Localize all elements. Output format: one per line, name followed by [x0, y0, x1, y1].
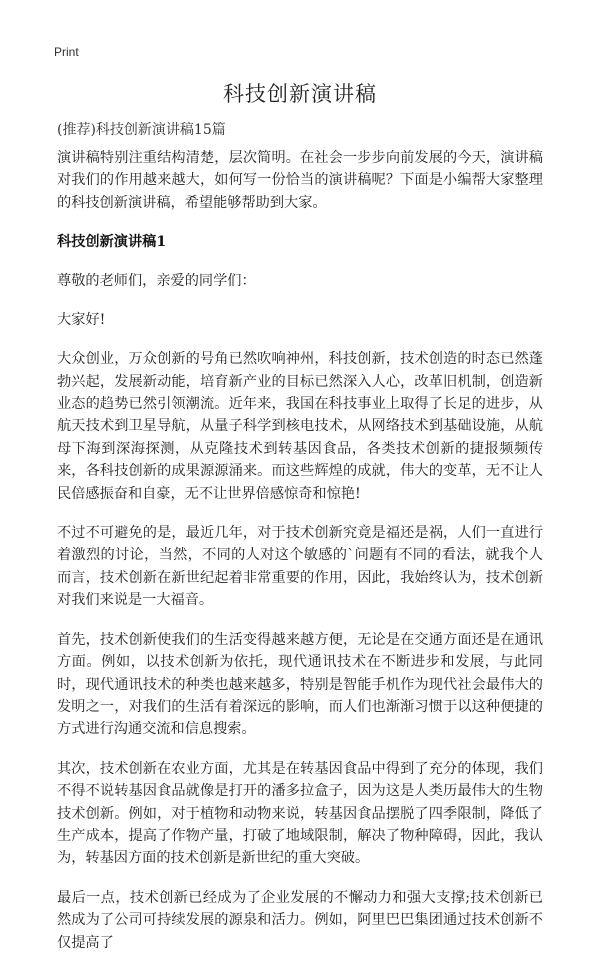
- section-heading: 科技创新演讲稿1: [57, 234, 167, 251]
- salutation: 尊敬的老师们，亲爱的同学们：: [57, 273, 256, 290]
- body-paragraph-5: 最后一点，技术创新已经成为了企业发展的不懈动力和强大支撑;技术创新已然成为了公司可持续发展的源泉和活力。例如，阿里巴巴集团通过技术创新不仅提高了: [57, 889, 543, 951]
- document-title: 科技创新演讲稿: [223, 82, 377, 106]
- body-paragraph-3: 首先，技术创新使我们的生活变得越来越方便，无论是在交通方面还是在通讯方面。例如，以技术创新为依托，现代通讯技术在不断进步和发展，与此同时，现代通讯技术的种类也越来越多，特别是智能手机作为现代社会最伟大的发明之一，对我们的生活有着深远的影响，而人们也渐渐习惯于以这种便捷的方式进行沟通交流和信息搜索。: [57, 631, 543, 738]
- print-link[interactable]: Print: [54, 45, 79, 59]
- body-paragraph-2: 不过不可避免的是，最近几年，对于技术创新究竟是福还是祸，人们一直进行着激烈的讨论，当然，不同的人对这个敏感的`问题有不同的看法，就我个人而言，技术创新在新世纪起着非常重要的作用，因此，我始终认为，技术创新对我们来说是一大福音。: [57, 525, 543, 609]
- document-subtitle: (推荐)科技创新演讲稿15篇: [57, 122, 226, 138]
- body-paragraph-1: 大众创业，万众创新的号角已然吹响神州，科技创新，技术创造的时态已然蓬勃兴起，发展新动能，培育新产业的目标已然深入人心，改革旧机制，创造新业态的趋势已然引领潮流。近年来，我国在科技事业上取得了长足的进步，从航天技术到卫星导航，从量子科学到核电技术，从网络技术到基础设施，从航母下海到深海探测，从克隆技术到转基因食品，各类技术创新的捷报频频传来，各科技创新的成果源源涌来。而这些辉煌的成就，伟大的变革，无不让人民倍感振奋和自豪，无不让世界倍感惊奇和惊艳!: [57, 351, 543, 502]
- greeting: 大家好!: [57, 312, 106, 329]
- body-paragraph-4: 其次，技术创新在农业方面，尤其是在转基因食品中得到了充分的体现，我们不得不说转基因食品就像是打开的潘多拉盒子，因为这是人类历最伟大的生物技术创新。例如，对于植物和动物来说，转基因食品摆脱了四季限制，降低了生产成本，提高了作物产量，打破了地域限制，解决了物种障碍，因此，我认为，转基因方面的技术创新是新世纪的重大突破。: [57, 760, 543, 867]
- intro-paragraph: 演讲稿特别注重结构清楚，层次简明。在社会一步步向前发展的今天，演讲稿对我们的作用越来越大，如何写一份恰当的演讲稿呢？下面是小编帮大家整理的科技创新演讲稿，希望能够帮助到大家。: [57, 150, 543, 211]
- document-body: [57, 147, 543, 971]
